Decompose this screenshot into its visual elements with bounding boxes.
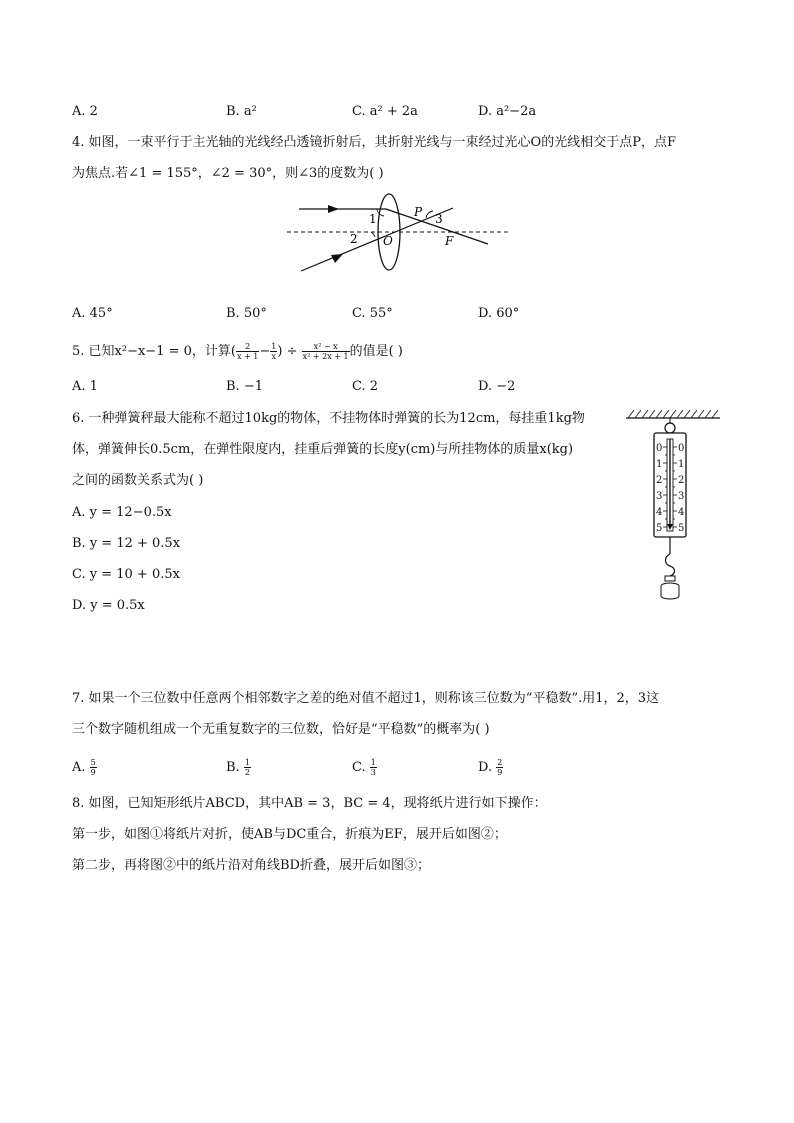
lens-diagram	[283, 192, 513, 282]
q5-stem-prefix: 5. 已知x²−x−1 = 0，计算(	[72, 344, 236, 359]
q8-step1: 第一步，如图①将纸片对折，使AB与DC重合，折痕为EF，展开后如图②；	[72, 827, 507, 842]
q5-frac3-den: x² + 2x + 1	[302, 352, 349, 361]
q6-option-c: C. y = 10 + 0.5x	[72, 567, 180, 582]
q4-option-c: C. 55°	[352, 306, 393, 321]
q5-frac1-num: 2	[236, 342, 259, 352]
spring-scale-diagram	[622, 406, 722, 611]
scale-left-4: 4	[656, 507, 663, 518]
q7-option-b-den: 2	[244, 768, 250, 777]
q3-option-a: A. 2	[72, 104, 98, 119]
q3-option-c: C. a² + 2a	[352, 104, 418, 119]
q5-stem	[72, 342, 403, 361]
scale-left-1: 1	[656, 459, 663, 470]
q7-option-a-prefix: A.	[72, 760, 90, 775]
scale-right-0: 0	[678, 443, 685, 454]
q5-frac1-den: x + 1	[236, 352, 259, 361]
scale-right-1: 1	[678, 459, 685, 470]
q5-option-d: D. −2	[478, 379, 516, 394]
q7-option-d-fraction	[496, 758, 503, 777]
q4-stem-line1: 4. 如图，一束平行于主光轴的光线经凸透镜折射后，其折射光线与一束经过光心O的光线相交于点P，点F	[72, 135, 676, 150]
q7-option-d-num: 2	[497, 758, 503, 767]
q7-option-a-num: 5	[90, 758, 96, 767]
point-p-label: P	[414, 205, 423, 219]
q7-option-b-prefix: B.	[226, 760, 244, 775]
q5-fraction-3	[302, 342, 350, 361]
q7-option-a-fraction	[90, 758, 97, 777]
q5-option-a: A. 1	[72, 379, 98, 394]
scale-right-2: 2	[678, 475, 685, 486]
scale-left-2: 2	[656, 475, 663, 486]
scale-right-5: 5	[678, 523, 685, 534]
q7-option-b	[226, 758, 251, 777]
q7-option-d-den: 9	[497, 768, 503, 777]
q4-option-b: B. 50°	[226, 306, 267, 321]
q4-option-d: D. 60°	[478, 306, 520, 321]
q5-fraction-1	[236, 342, 259, 361]
q5-close-div: ) ÷	[277, 344, 302, 359]
scale-left-5: 5	[656, 523, 663, 534]
angle-1-label: 1	[369, 212, 377, 226]
point-o-label: O	[383, 234, 393, 248]
q7-stem-line2: 三个数字随机组成一个无重复数字的三位数，恰好是“平稳数”的概率为( )	[72, 722, 490, 737]
q6-stem-line3: 之间的函数关系式为( )	[72, 473, 204, 488]
q7-option-c-prefix: C.	[352, 760, 370, 775]
q5-stem-suffix: 的值是( )	[349, 344, 403, 359]
q7-option-d-prefix: D.	[478, 760, 497, 775]
q6-option-a: A. y = 12−0.5x	[72, 505, 172, 520]
q7-option-b-fraction	[244, 758, 251, 777]
q5-frac2-den: x	[271, 352, 277, 361]
q4-option-a: A. 45°	[72, 306, 113, 321]
scale-left-3: 3	[656, 491, 663, 502]
q3-option-b: B. a²	[226, 104, 257, 119]
angle-3-label: 3	[435, 212, 443, 226]
point-f-label: F	[445, 234, 454, 248]
q6-stem-line1: 6. 一种弹簧秤最大能称不超过10kg的物体，不挂物体时弹簧的长为12cm，每挂重1kg物	[72, 411, 585, 426]
q5-option-b: B. −1	[226, 379, 263, 394]
q7-option-a-den: 9	[90, 768, 96, 777]
q5-frac3-num: x² − x	[302, 342, 350, 352]
q5-minus: −	[259, 344, 271, 359]
q6-option-d: D. y = 0.5x	[72, 598, 145, 613]
q7-option-c	[352, 758, 377, 777]
q7-stem-line1: 7. 如果一个三位数中任意两个相邻数字之差的绝对值不超过1，则称该三位数为“平稳数”.用1，2，3这	[72, 691, 660, 706]
scale-right-3: 3	[678, 491, 685, 502]
q8-step2: 第二步，再将图②中的纸片沿对角线BD折叠，展开后如图③；	[72, 858, 430, 873]
q7-option-c-num: 1	[370, 758, 376, 767]
q7-option-d	[478, 758, 503, 777]
angle-2-label: 2	[350, 232, 358, 246]
q7-option-a	[72, 758, 97, 777]
q6-option-b: B. y = 12 + 0.5x	[72, 536, 181, 551]
q3-option-d: D. a²−2a	[478, 104, 537, 119]
q6-stem-line2: 体，弹簧伸长0.5cm，在弹性限度内，挂重后弹簧的长度y(cm)与所挂物体的质量x(kg)	[72, 442, 574, 457]
q7-option-c-den: 3	[370, 768, 376, 777]
q7-option-b-num: 1	[244, 758, 250, 767]
q8-stem-line1: 8. 如图，已知矩形纸片ABCD，其中AB = 3，BC = 4，现将纸片进行如下操作：	[72, 796, 547, 811]
q4-stem-line2: 为焦点.若∠1 = 155°，∠2 = 30°，则∠3的度数为( )	[72, 166, 384, 181]
q5-option-c: C. 2	[352, 379, 379, 394]
q5-frac2-num: 1	[271, 342, 277, 351]
scale-left-0: 0	[656, 443, 663, 454]
scale-right-4: 4	[678, 507, 685, 518]
q7-option-c-fraction	[370, 758, 377, 777]
